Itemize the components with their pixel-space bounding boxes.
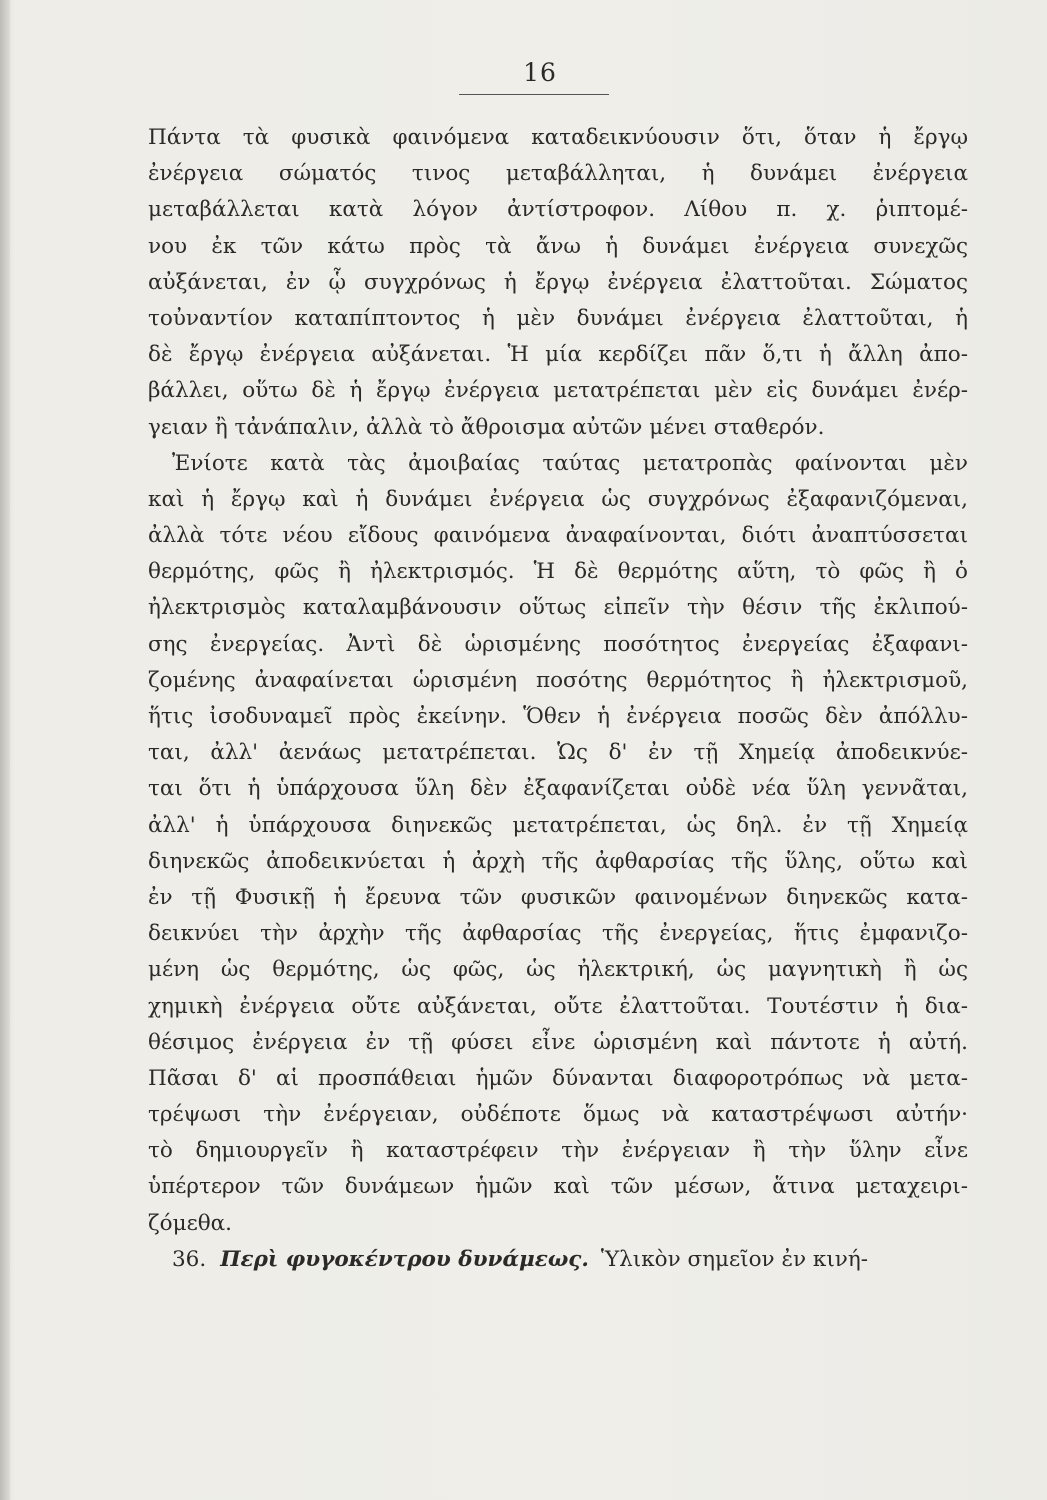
text-line: καὶ ἡ ἔργῳ καὶ ἡ δυνάμει ἐνέργεια ὡς συγχρόνως ἐξαφανιζόμεναι, — [148, 486, 968, 512]
section-number: 36. — [172, 1246, 207, 1272]
text-line: τὸ δημιουργεῖν ἢ καταστρέφειν τὴν ἐνέργειαν ἢ τὴν ὕλην εἶνε — [148, 1138, 968, 1164]
text-line: Ἐνίοτε κατὰ τὰς ἀμοιβαίας ταύτας μετατροπὰς φαίνονται μὲν — [172, 450, 968, 476]
text-line: μεταβάλλεται κατὰ λόγον ἀντίστροφον. Λίθου π. χ. ῥιπτομέ- — [148, 197, 968, 223]
text-line: Πάντα τὰ φυσικὰ φαινόμενα καταδεικνύουσιν ὅτι, ὅταν ἡ ἔργῳ — [148, 125, 968, 150]
text-line: ζομένης ἀναφαίνεται ὡρισμένη ποσότης θερμότητος ἢ ἠλεκτρισμοῦ, — [148, 667, 968, 693]
text-line: θερμότης, φῶς ἢ ἠλεκτρισμός. Ἡ δὲ θερμότης αὕτη, τὸ φῶς ἢ ὁ — [148, 559, 968, 585]
text-line: βάλλει, οὕτω δὲ ἡ ἔργῳ ἐνέργεια μετατρέπεται μὲν εἰς δυνάμει ἐνέρ- — [148, 378, 968, 404]
text-line: θέσιμος ἐνέργεια ἐν τῇ φύσει εἶνε ὡρισμένη καὶ πάντοτε ἡ αὐτή. — [148, 1029, 968, 1055]
text-line: ἥτις ἰσοδυναμεῖ πρὸς ἐκείνην. Ὅθεν ἡ ἐνέργεια ποσῶς δὲν ἀπόλλυ- — [148, 704, 968, 729]
text-line: ἀλλὰ τότε νέου εἴδους φαινόμενα ἀναφαίνονται, διότι ἀναπτύσσεται — [148, 523, 968, 549]
text-line: νου ἐκ τῶν κάτω πρὸς τὰ ἄνω ἡ δυνάμει ἐνέργεια συνεχῶς — [148, 233, 968, 259]
body-text — [148, 120, 968, 1278]
text-line: τοὐναντίον καταπίπτοντος ἡ μὲν δυνάμει ἐνέργεια ἐλαττοῦται, ἡ — [148, 305, 968, 331]
page-number: 16 — [523, 58, 557, 87]
text-line: δὲ ἔργῳ ἐνέργεια αὐξάνεται. Ἡ μία κερδίζει πᾶν ὅ,τι ἡ ἄλλη ἀπο- — [148, 342, 968, 368]
text-line: μένη ὡς θερμότης, ὡς φῶς, ὡς ἠλεκτρική, ὡς μαγνητικὴ ἢ ὡς — [148, 957, 968, 983]
text-line: δεικνύει τὴν ἀρχὴν τῆς ἀφθαρσίας τῆς ἐνεργείας, ἥτις ἐμφανιζο- — [148, 921, 968, 947]
header-rule — [459, 94, 609, 95]
text-line: αὐξάνεται, ἐν ᾧ συγχρόνως ἡ ἔργῳ ἐνέργεια ἐλαττοῦται. Σώματος — [148, 269, 968, 295]
text-line: τρέψωσι τὴν ἐνέργειαν, οὐδέποτε ὅμως νὰ καταστρέψωσι αὐτήν· — [148, 1102, 968, 1128]
text-line: διηνεκῶς ἀποδεικνύεται ἡ ἀρχὴ τῆς ἀφθαρσίας τῆς ὕλης, οὕτω καὶ — [148, 848, 968, 874]
text-line: ται ὅτι ἡ ὑπάρχουσα ὕλη δὲν ἐξαφανίζεται οὐδὲ νέα ὕλη γεννᾶται, — [148, 776, 968, 802]
text-line: γειαν ἢ τἀνάπαλιν, ἀλλὰ τὸ ἄθροισμα αὐτῶν μένει σταθερόν. — [148, 414, 825, 440]
text-line: σης ἐνεργείας. Ἀντὶ δὲ ὡρισμένης ποσότητος ἐνεργείας ἐξαφανι- — [148, 631, 968, 657]
text-line: ἠλεκτρισμὸς καταλαμβάνουσιν οὕτως εἰπεῖν τὴν θέσιν τῆς ἐκλιπού- — [148, 595, 968, 621]
text-line: χημικὴ ἐνέργεια οὔτε αὐξάνεται, οὔτε ἐλαττοῦται. Τουτέστιν ἡ δια- — [148, 993, 968, 1019]
section-title: Περὶ φυγοκέντρου δυνάμεως. — [220, 1246, 589, 1272]
text-line: Πᾶσαι δ' αἱ προσπάθειαι ἡμῶν δύνανται διαφοροτρόπως νὰ μετα- — [148, 1065, 968, 1091]
text-line: ἐνέργεια σώματός τινος μεταβάλληται, ἡ δυνάμει ἐνέργεια — [148, 161, 968, 187]
text-line: ται, ἀλλ' ἀενάως μετατρέπεται. Ὡς δ' ἐν τῇ Χημείᾳ ἀποδεικνύε- — [148, 740, 968, 766]
text-line: ἐν τῇ Φυσικῇ ἡ ἔρευνα τῶν φυσικῶν φαινομένων διηνεκῶς κατα- — [148, 884, 968, 910]
page-edge-shadow — [0, 0, 10, 1500]
text-line: ἀλλ' ἡ ὑπάρχουσα διηνεκῶς μετατρέπεται, ὡς δηλ. ἐν τῇ Χημείᾳ — [148, 812, 968, 838]
text-line: ζόμεθα. — [148, 1210, 233, 1236]
text-line: ὑπέρτερον τῶν δυνάμεων ἡμῶν καὶ τῶν μέσων, ἅτινα μεταχειρι- — [148, 1174, 968, 1200]
section-heading — [148, 1242, 968, 1278]
section-text: Ὑλικὸν σημεῖον ἐν κινή- — [600, 1246, 868, 1272]
